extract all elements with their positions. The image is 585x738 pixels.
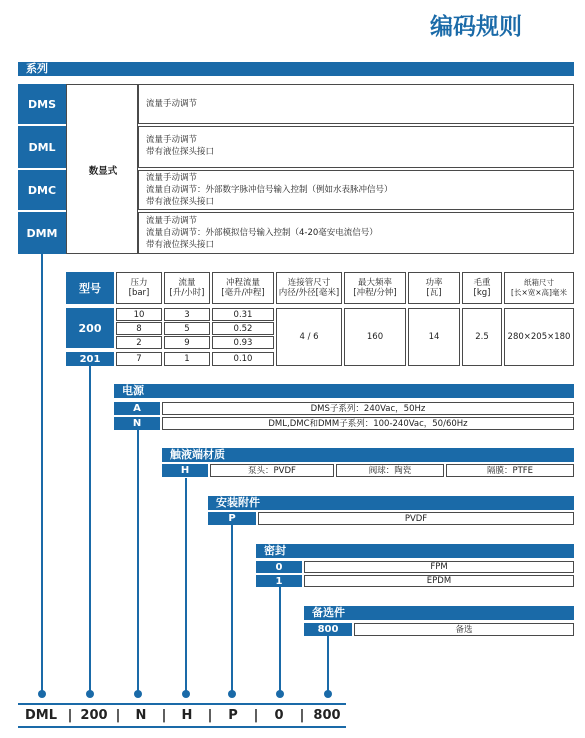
code-model: 200 bbox=[80, 708, 108, 723]
pressure-cell: 8 bbox=[116, 322, 162, 335]
code-bar bbox=[18, 703, 346, 728]
header-stroke bbox=[212, 272, 274, 304]
flow-cell: 9 bbox=[164, 336, 210, 349]
header-pressure bbox=[116, 272, 162, 304]
pressure-cell: 10 bbox=[116, 308, 162, 321]
model-code-201: 201 bbox=[66, 352, 114, 366]
code-separator: | bbox=[67, 708, 73, 723]
header-unit: [升/小时] bbox=[169, 288, 205, 298]
code-material: H bbox=[181, 708, 193, 723]
connector-dot bbox=[86, 690, 94, 698]
series-desc-dmc bbox=[138, 170, 574, 210]
seal-desc-0: FPM bbox=[304, 561, 574, 573]
model-code-200: 200 bbox=[66, 308, 114, 348]
frequency-cell: 160 bbox=[344, 308, 406, 366]
header-text: 纸箱尺寸 bbox=[524, 278, 554, 287]
series-type-label: 数显式 bbox=[88, 166, 118, 177]
connector-line-model bbox=[89, 366, 91, 694]
code-series: DML bbox=[24, 708, 57, 723]
series-desc-line: 流量手动调节 bbox=[146, 135, 198, 145]
series-desc-dmm bbox=[138, 212, 574, 254]
series-desc-line: 带有液位探头接口 bbox=[146, 240, 215, 250]
carton-cell: 280×205×180 bbox=[504, 308, 574, 366]
flow-cell: 3 bbox=[164, 308, 210, 321]
pressure-cell: 2 bbox=[116, 336, 162, 349]
seal-code-0: 0 bbox=[256, 561, 302, 573]
header-text: 冲程流量 bbox=[225, 278, 260, 288]
stroke-cell: 0.93 bbox=[212, 336, 274, 349]
header-text: 流量 bbox=[178, 278, 196, 288]
material-code: H bbox=[162, 464, 208, 477]
power-desc-n: DML,DMC和DMM子系列：100-240Vac，50/60Hz bbox=[162, 417, 574, 430]
connector-dot bbox=[182, 690, 190, 698]
code-accessory: P bbox=[228, 708, 238, 723]
code-power: N bbox=[135, 708, 147, 723]
connector-dot bbox=[134, 690, 142, 698]
code-options: 800 bbox=[313, 708, 341, 723]
header-unit: [kg] bbox=[473, 288, 491, 298]
power-header: 电源 bbox=[114, 384, 574, 398]
seal-code-1: 1 bbox=[256, 575, 302, 587]
series-type-cell bbox=[66, 84, 138, 254]
series-desc-dml bbox=[138, 126, 574, 168]
connector-line-seal bbox=[279, 587, 281, 694]
series-desc-line: 带有液位探头接口 bbox=[146, 197, 215, 207]
page-title: 编码规则 bbox=[430, 14, 522, 40]
series-desc-line: 流量自动调节：外部模拟信号输入控制（4-20毫安电流信号） bbox=[146, 228, 378, 238]
accessory-code: P bbox=[208, 512, 256, 525]
header-power bbox=[408, 272, 460, 304]
weight-cell: 2.5 bbox=[462, 308, 502, 366]
series-code-dms: DMS bbox=[18, 84, 66, 124]
header-unit: [瓦] bbox=[426, 288, 442, 298]
connector-line-series bbox=[41, 254, 43, 694]
options-desc: 备选 bbox=[354, 623, 574, 636]
power-cell: 14 bbox=[408, 308, 460, 366]
series-desc-line: 流量手动调节 bbox=[146, 173, 198, 183]
header-text: 最大频率 bbox=[357, 278, 392, 288]
material-header: 触液端材质 bbox=[162, 448, 574, 462]
connector-line-options bbox=[327, 636, 329, 694]
power-code-a: A bbox=[114, 402, 160, 415]
header-frequency bbox=[344, 272, 406, 304]
code-separator: | bbox=[207, 708, 213, 723]
options-code: 800 bbox=[304, 623, 352, 636]
connector-line-power bbox=[137, 420, 139, 694]
flow-cell: 5 bbox=[164, 322, 210, 335]
header-connection bbox=[276, 272, 342, 304]
connector-line-accessory bbox=[231, 525, 233, 694]
series-code-dml: DML bbox=[18, 126, 66, 168]
header-unit: [毫升/冲程] bbox=[221, 288, 265, 298]
series-desc-line: 流量手动调节 bbox=[146, 216, 198, 226]
connector-dot bbox=[276, 690, 284, 698]
series-code-dmm: DMM bbox=[18, 212, 66, 254]
header-unit: [bar] bbox=[128, 288, 150, 298]
accessory-desc: PVDF bbox=[258, 512, 574, 525]
header-carton bbox=[504, 272, 574, 304]
connector-line-material bbox=[185, 478, 187, 694]
code-separator: | bbox=[299, 708, 305, 723]
connection-cell: 4 / 6 bbox=[276, 308, 342, 366]
header-unit: [长×宽×高]毫米 bbox=[511, 288, 567, 297]
series-header: 系列 bbox=[18, 62, 574, 76]
seal-header: 密封 bbox=[256, 544, 574, 558]
series-desc-line: 带有液位探头接口 bbox=[146, 147, 215, 157]
header-unit: [冲程/分钟] bbox=[353, 288, 397, 298]
series-code-dmc: DMC bbox=[18, 170, 66, 210]
power-code-n: N bbox=[114, 417, 160, 430]
model-header: 型号 bbox=[66, 272, 114, 304]
stroke-cell: 0.10 bbox=[212, 352, 274, 366]
code-separator: | bbox=[253, 708, 259, 723]
pressure-cell: 7 bbox=[116, 352, 162, 366]
header-weight bbox=[462, 272, 502, 304]
material-membrane: 隔膜：PTFE bbox=[446, 464, 574, 477]
flow-cell: 1 bbox=[164, 352, 210, 366]
series-desc-line: 流量手动调节 bbox=[146, 99, 198, 109]
accessory-header: 安装附件 bbox=[208, 496, 574, 510]
material-pump: 泵头：PVDF bbox=[210, 464, 334, 477]
connector-dot bbox=[324, 690, 332, 698]
connector-dot bbox=[38, 690, 46, 698]
code-separator: | bbox=[161, 708, 167, 723]
power-desc-a: DMS子系列：240Vac，50Hz bbox=[162, 402, 574, 415]
header-text: 毛重 bbox=[473, 278, 491, 288]
header-text: 连接管尺寸 bbox=[287, 278, 331, 288]
stroke-cell: 0.31 bbox=[212, 308, 274, 321]
material-valve: 阀球：陶瓷 bbox=[336, 464, 444, 477]
connector-dot bbox=[228, 690, 236, 698]
code-seal: 0 bbox=[274, 708, 284, 723]
stroke-cell: 0.52 bbox=[212, 322, 274, 335]
header-text: 压力 bbox=[130, 278, 148, 288]
seal-desc-1: EPDM bbox=[304, 575, 574, 587]
series-desc-dms bbox=[138, 84, 574, 124]
header-text: 功率 bbox=[425, 278, 443, 288]
series-desc-line: 流量自动调节：外部数字脉冲信号输入控制（例如水表脉冲信号） bbox=[146, 185, 393, 195]
header-unit: 内径/外径[毫米] bbox=[278, 288, 340, 298]
code-separator: | bbox=[115, 708, 121, 723]
options-header: 备选件 bbox=[304, 606, 574, 620]
header-flow bbox=[164, 272, 210, 304]
